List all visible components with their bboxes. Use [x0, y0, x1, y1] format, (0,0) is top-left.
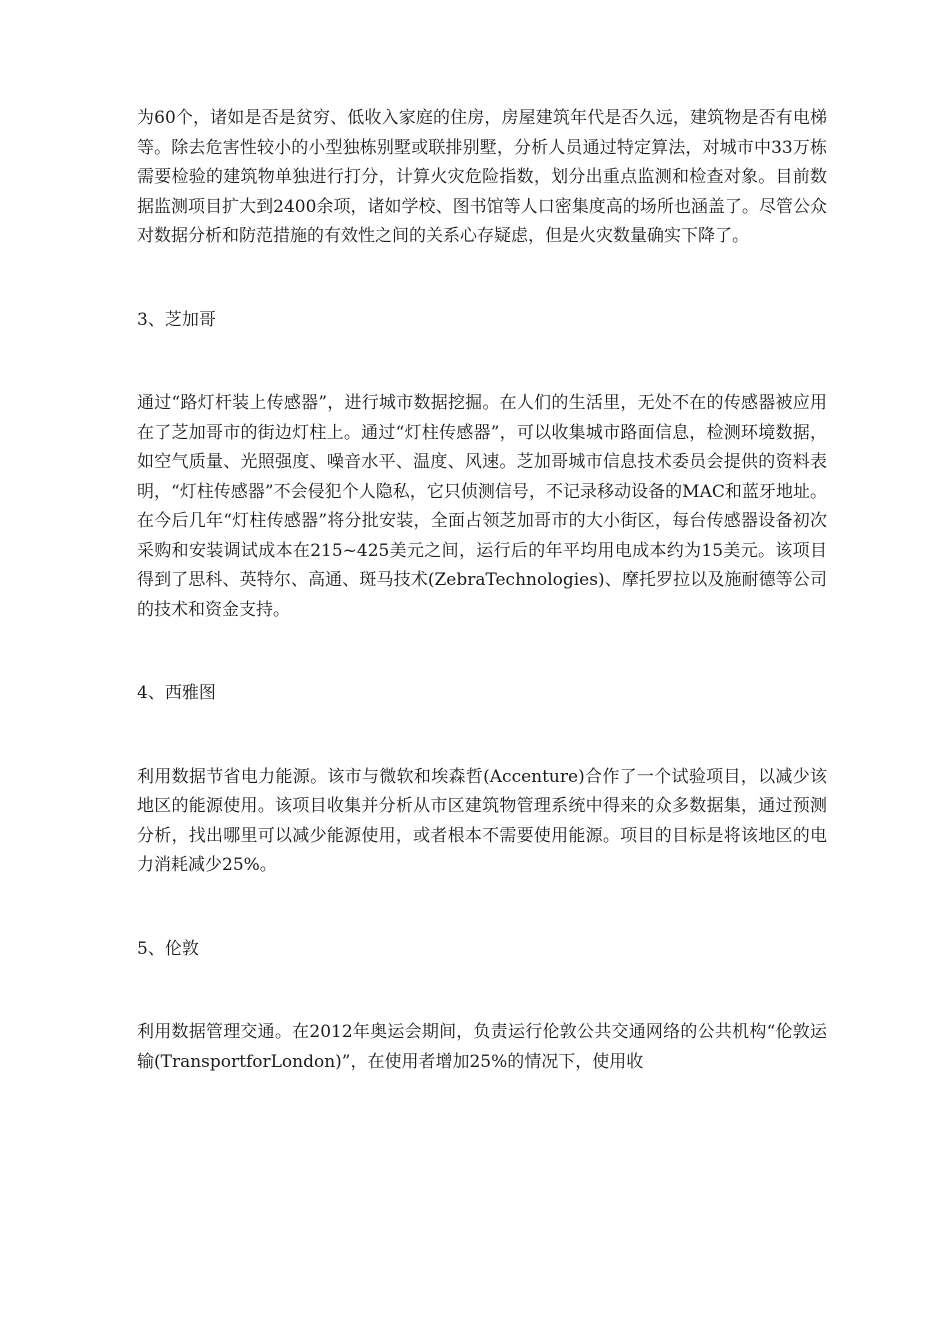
- paragraph-london-transport: 利用数据管理交通。在2012年奥运会期间，负责运行伦敦公共交通网络的公共机构“伦敦运输(TransportforLondon)”，在使用者增加25%的情况下，使用收: [137, 1022, 827, 1072]
- section-heading-london: 5、伦敦: [137, 938, 199, 959]
- paragraph-chicago-sensors: 通过“路灯杆装上传感器”，进行城市数据挖掘。在人们的生活里，无处不在的传感器被应用在了芝加哥市的街边灯柱上。通过“灯柱传感器”，可以收集城市路面信息，检测环境数据，如空气质量、光照强度、噪音水平、温度、风速。芝加哥城市信息技术委员会提供的资料表明，“灯柱传感器”不会侵犯个人隐私，它只侦测信号，不记录移动设备的MAC和蓝牙地址。在今后几年“灯柱传感器”将分批安装，全面占领芝加哥市的大小街区，每台传感器设备初次采购和安装调试成本在215~425美元之间，运行后的年平均用电成本约为15美元。该项目得到了思科、英特尔、高通、斑马技术(ZebraTechnologies)、摩托罗拉以及施耐德等公司的技术和资金支持。: [137, 393, 827, 620]
- section-heading-chicago: 3、芝加哥: [137, 309, 216, 330]
- section-heading-seattle: 4、西雅图: [137, 683, 216, 703]
- paragraph-fire-risk-analysis: 为60个，诸如是否是贫穷、低收入家庭的住房，房屋建筑年代是否久远，建筑物是否有电梯等。除去危害性较小的小型独栋别墅或联排别墅，分析人员通过特定算法，对城市中33万栋需要检验的建筑物单独进行打分，计算火灾危险指数，划分出重点监测和检查对象。目前数据监测项目扩大到2400余项，诸如学校、图书馆等人口密集度高的场所也涵盖了。尽管公众对数据分析和防范措施的有效性之间的关系心存疑虑，但是火灾数量确实下降了。: [137, 108, 827, 246]
- paragraph-seattle-energy: 利用数据节省电力能源。该市与微软和埃森哲(Accenture)合作了一个试验项目，以减少该地区的能源使用。该项目收集并分析从市区建筑物管理系统中得来的众多数据集，通过预测分析，找出哪里可以减少能源使用，或者根本不需要使用能源。项目的目标是将该地区的电力消耗减少25%。: [137, 766, 827, 875]
- document-body: [137, 104, 827, 1077]
